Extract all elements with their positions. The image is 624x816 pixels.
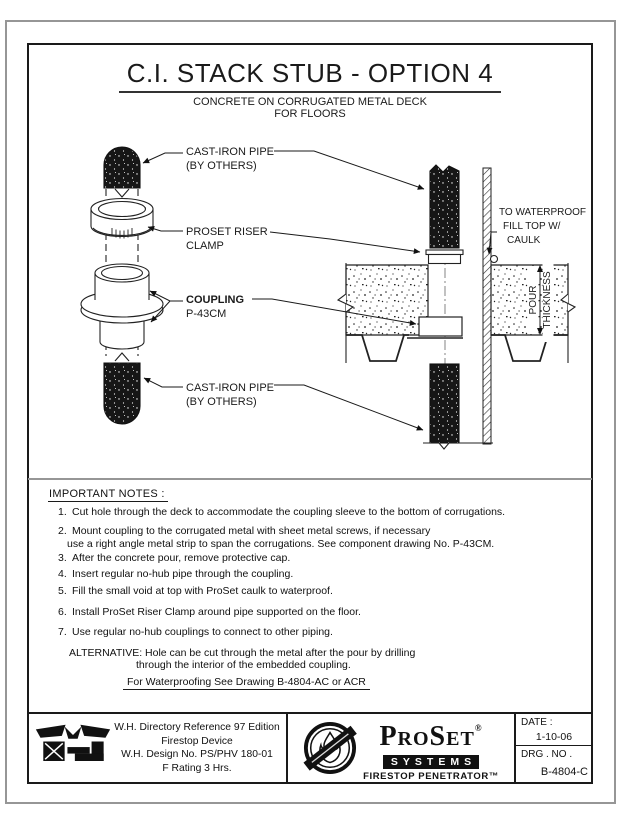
- label-cast-iron-pipe-bottom-line1: CAST-IRON PIPE: [186, 382, 275, 394]
- note-text: Use regular no-hub couplings to connect to other piping.: [72, 626, 333, 638]
- cell-divider: [516, 745, 592, 746]
- caulk-bead-graphic: [491, 256, 498, 263]
- note-item-1: [58, 506, 505, 518]
- drawing-subtitle-line2: FOR FLOORS: [274, 108, 346, 120]
- wall-graphic: [483, 168, 491, 444]
- notes-heading: IMPORTANT NOTES :: [48, 488, 168, 502]
- label-cast-iron-pipe-top-line1: CAST-IRON PIPE: [186, 146, 275, 158]
- embedded-coupling-graphic: [419, 317, 462, 336]
- proset-systems-banner: SYSTEMS: [383, 755, 479, 769]
- note-text: Mount coupling to the corrugated metal with sheet metal screws, if necessary: [72, 525, 431, 537]
- alternative-note-line2: through the interior of the embedded coupling.: [136, 659, 351, 671]
- label-riser-clamp-line1: PROSET RISER: [186, 226, 268, 238]
- date-label: DATE :: [521, 717, 553, 728]
- no-flame-emblem-icon: [303, 721, 357, 775]
- proset-letter: S: [429, 720, 447, 752]
- label-cast-iron-pipe-bottom-line2: (BY OTHERS): [186, 396, 257, 408]
- alternative-note-line1: ALTERNATIVE: Hole can be cut through the metal after the pour by drilling: [69, 647, 416, 659]
- note-number: 1.: [58, 506, 67, 518]
- wh-directory-reference: W.H. Directory Reference 97 Edition: [114, 722, 280, 733]
- label-coupling-line2: P-43CM: [186, 308, 227, 320]
- label-pour: POUR: [528, 285, 539, 315]
- date-drawing-number-cell: [514, 714, 592, 782]
- label-coupling-line1: COUPLING: [186, 294, 245, 306]
- pipe-section-bottom-graphic: [430, 364, 459, 443]
- wh-device-type: Firestop Device: [161, 735, 233, 747]
- technical-diagram: [27, 118, 593, 478]
- corrugated-deck-left: [346, 335, 409, 361]
- cast-iron-pipe-bottom-graphic: [104, 363, 140, 424]
- label-waterproof-line2: FILL TOP W/: [503, 221, 561, 232]
- wh-listing-cell: [28, 714, 286, 782]
- date-value: 1-10-06: [535, 731, 573, 743]
- note-text: After the concrete pour, remove protective cap.: [72, 552, 291, 564]
- pipe-elevation-view: [81, 147, 163, 424]
- proset-tagline: FIRESTOP PENETRATOR™: [363, 770, 499, 782]
- proset-wordmark: [379, 715, 482, 754]
- label-waterproof-line3: CAULK: [507, 235, 541, 246]
- concrete-slab-left: [346, 265, 428, 335]
- note-number: 4.: [58, 568, 67, 580]
- note-number: 6.: [58, 606, 67, 618]
- label-cast-iron-pipe-top-line2: (BY OTHERS): [186, 160, 257, 172]
- proset-letter: P: [379, 720, 398, 752]
- drawing-subtitle-line1: CONCRETE ON CORRUGATED METAL DECK: [193, 96, 427, 108]
- header: [27, 58, 593, 120]
- title-block: [28, 712, 592, 782]
- note-text: Install ProSet Riser Clamp around pipe supported on the floor.: [72, 606, 361, 618]
- note-item-5: [58, 585, 333, 597]
- riser-clamp-section-graphic: [426, 250, 463, 255]
- proset-brand-cell: [286, 714, 514, 782]
- drawing-number-value: B-4804-C: [540, 766, 588, 778]
- pipe-section-top-graphic: [430, 165, 459, 248]
- note-item-7: [58, 626, 333, 638]
- registered-mark: ®: [474, 722, 483, 733]
- note-number: 7.: [58, 626, 67, 638]
- label-thickness: THICKNESS: [542, 271, 553, 329]
- note-item-3: [58, 552, 290, 564]
- label-riser-clamp-line2: CLAMP: [186, 240, 224, 252]
- waterproofing-reference: For Waterproofing See Drawing B-4804-AC or ACR: [123, 676, 370, 690]
- important-notes-section: [28, 478, 592, 712]
- proset-letter: RO: [397, 727, 430, 750]
- note-text: Cut hole through the deck to accommodate the coupling sleeve to the bottom of corrugations.: [72, 506, 506, 518]
- wh-f-rating: F Rating 3 Hrs.: [162, 762, 232, 774]
- note-item-4: [58, 568, 293, 580]
- coupling-graphic: [81, 264, 163, 349]
- drawing-number-label: DRG . NO .: [521, 749, 573, 760]
- wh-logo: [34, 722, 112, 774]
- riser-clamp-graphic: [91, 199, 153, 239]
- proset-letter: ET: [446, 727, 475, 750]
- note-number: 5.: [58, 585, 67, 597]
- note-item-6: [58, 606, 361, 618]
- note-text: Fill the small void at top with ProSet caulk to waterproof.: [72, 585, 333, 597]
- wh-design-number: W.H. Design No. PS/PHV 180-01: [121, 749, 273, 760]
- note-number: 3.: [58, 552, 67, 564]
- corrugated-deck-right: [491, 335, 568, 361]
- note-text: use a right angle metal strip to span the corrugations. See component drawing No. P-43CM.: [67, 538, 495, 550]
- note-number: 2.: [58, 525, 67, 537]
- cast-iron-pipe-top-graphic: [104, 147, 140, 188]
- note-item-2: [58, 525, 430, 537]
- note-text: Insert regular no-hub pipe through the coupling.: [72, 568, 294, 580]
- label-waterproof-line1: TO WATERPROOF: [499, 207, 587, 218]
- note-item-2-continued: [67, 538, 494, 550]
- drawing-title: C.I. STACK STUB - OPTION 4: [119, 58, 501, 93]
